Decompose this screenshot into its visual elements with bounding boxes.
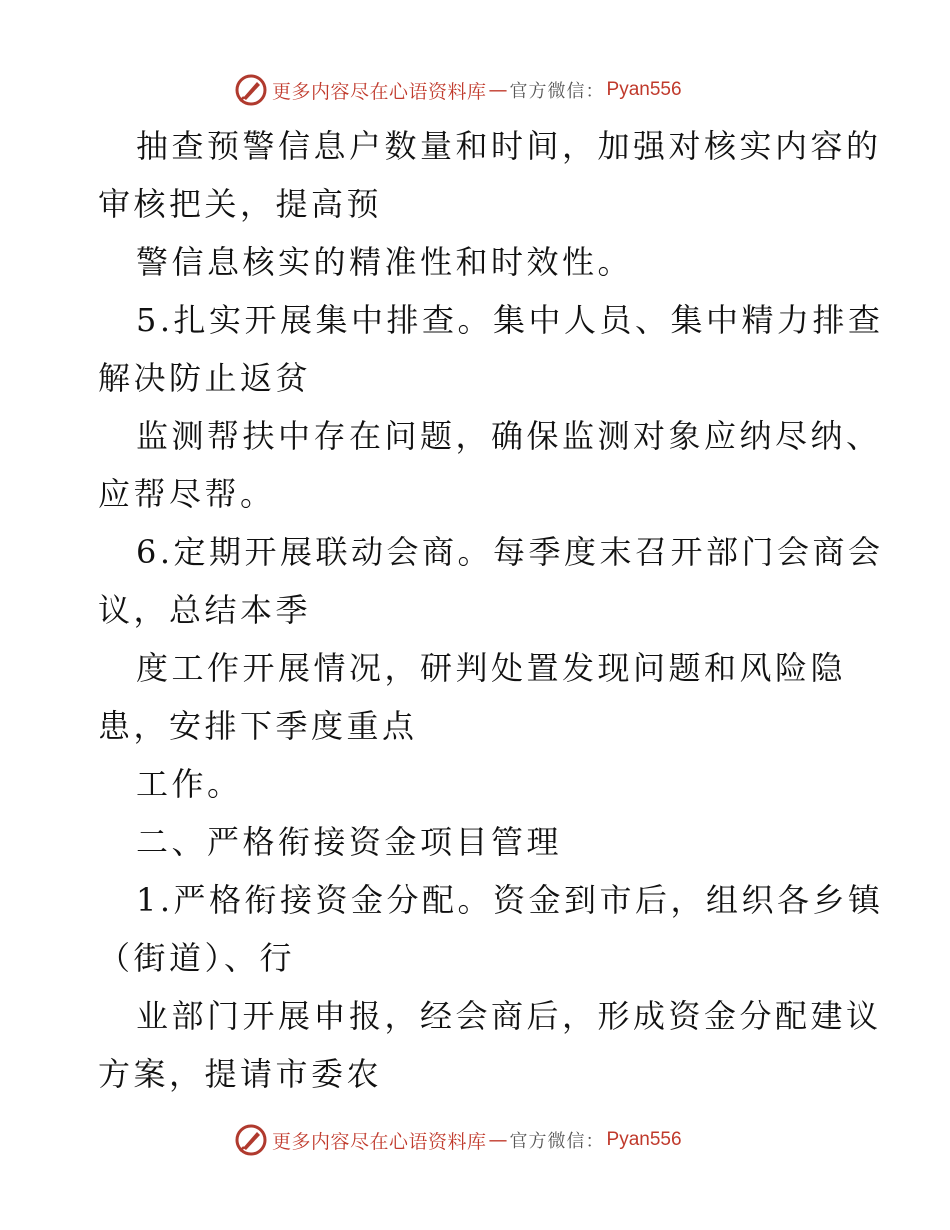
text-line: 抽查预警信息户数量和时间，加强对核实内容的 xyxy=(136,127,882,165)
quill-pen-logo-icon xyxy=(234,1123,268,1157)
section-heading: 二、严格衔接资金项目管理 xyxy=(136,823,563,861)
quill-pen-logo-icon xyxy=(234,73,268,107)
text-line: 方案，提请市委农 xyxy=(98,1055,383,1093)
document-body xyxy=(98,117,884,1103)
text-line: 监测帮扶中存在问题，确保监测对象应纳尽纳、 xyxy=(136,417,882,455)
watermark-wechat-id: Pyan556 xyxy=(606,79,682,100)
text-line: 度工作开展情况，研判处置发现问题和风险隐 xyxy=(136,649,847,687)
text-line: 审核把关，提高预 xyxy=(98,185,383,223)
text-line: 6.定期开展联动会商。每季度末召开部门会商会 xyxy=(136,533,884,571)
watermark-wechat-label: 官方微信： xyxy=(509,81,605,102)
text-line: 议，总结本季 xyxy=(98,591,312,629)
text-line: 警信息核实的精准性和时效性。 xyxy=(136,243,634,281)
text-line: 解决防止返贫 xyxy=(98,359,312,397)
watermark-brand: 更多内容尽在心语资料库 xyxy=(272,1130,487,1153)
footer-watermark xyxy=(234,1122,682,1158)
watermark-brand: 更多内容尽在心语资料库 xyxy=(272,80,487,103)
text-line: 1.严格衔接资金分配。资金到市后，组织各乡镇 xyxy=(136,881,884,919)
watermark-wechat-id: Pyan556 xyxy=(606,1129,682,1150)
text-line: 应帮尽帮。 xyxy=(98,475,276,513)
text-line: 业部门开展申报，经会商后，形成资金分配建议 xyxy=(136,997,882,1035)
text-line: 工作。 xyxy=(136,765,243,803)
text-line: （街道）、行 xyxy=(98,939,296,977)
header-watermark xyxy=(234,72,682,108)
watermark-wechat-label: 官方微信： xyxy=(509,1131,605,1152)
watermark-dash: — xyxy=(488,1129,508,1151)
text-line: 患，安排下季度重点 xyxy=(98,707,418,745)
watermark-dash: — xyxy=(488,79,508,101)
text-line: 5.扎实开展集中排查。集中人员、集中精力排查 xyxy=(136,301,884,339)
